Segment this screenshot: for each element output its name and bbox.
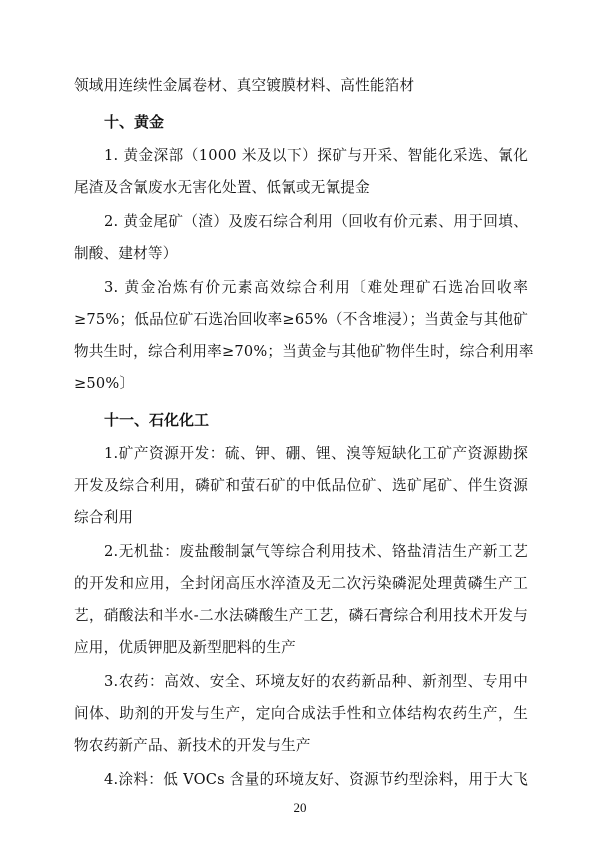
text-line-12: 综合利用 — [74, 509, 134, 526]
text-line-18: 间体、助剂的开发与生产，定向合成法手性和立体结构农药生产，生 — [74, 705, 528, 722]
text-line-4: 2. 黄金尾矿（渣）及废石综合利用（回收有价元素、用于回填、 — [104, 213, 528, 230]
heading-petrochem: 十一、石化化工 — [104, 411, 210, 429]
text-line-8: 物共生时，综合利用率≥70%；当黄金与其他矿物伴生时，综合利用率 — [74, 343, 534, 360]
text-line-17: 3.农药：高效、安全、环境友好的农药新品种、新剂型、专用中 — [104, 673, 528, 690]
text-line-1: 领域用连续性金属卷材、真空镀膜材料、高性能箔材 — [74, 77, 415, 94]
text-line-9: ≥50%〕 — [74, 375, 135, 392]
text-line-7: ≥75%；低品位矿石选冶回收率≥65%（不含堆浸）；当黄金与其他矿 — [74, 311, 528, 328]
text-line-11: 开发及综合利用，磷矿和萤石矿的中低品位矿、选矿尾矿、伴生资源 — [74, 477, 528, 494]
text-line-2: 1. 黄金深部（1000 米及以下）探矿与开采、智能化采选、氰化 — [104, 147, 528, 164]
text-line-5: 制酸、建材等） — [74, 245, 178, 262]
text-line-13: 2.无机盐：废盐酸制氯气等综合利用技术、铬盐清洁生产新工艺 — [104, 543, 528, 560]
text-line-14: 的开发和应用，全封闭高压水淬渣及无二次污染磷泥处理黄磷生产工 — [74, 575, 528, 592]
text-line-20: 4.涂料：低 VOCs 含量的环境友好、资源节约型涂料，用于大飞 — [104, 771, 528, 788]
text-line-3: 尾渣及含氰废水无害化处置、低氰或无氰提金 — [74, 179, 370, 196]
page-number: 20 — [293, 800, 307, 815]
text-line-10: 1.矿产资源开发：硫、钾、硼、锂、溴等短缺化工矿产资源勘探 — [104, 445, 528, 462]
text-line-15: 艺，硝酸法和半水-二水法磷酸生产工艺，磷石膏综合利用技术开发与 — [74, 607, 528, 624]
heading-gold: 十、黄金 — [104, 113, 165, 131]
text-line-19: 物农药新产品、新技术的开发与生产 — [74, 737, 311, 754]
text-line-16: 应用，优质钾肥及新型肥料的生产 — [74, 639, 296, 656]
text-line-6: 3. 黄金冶炼有价元素高效综合利用〔难处理矿石选冶回收率 — [104, 279, 528, 296]
